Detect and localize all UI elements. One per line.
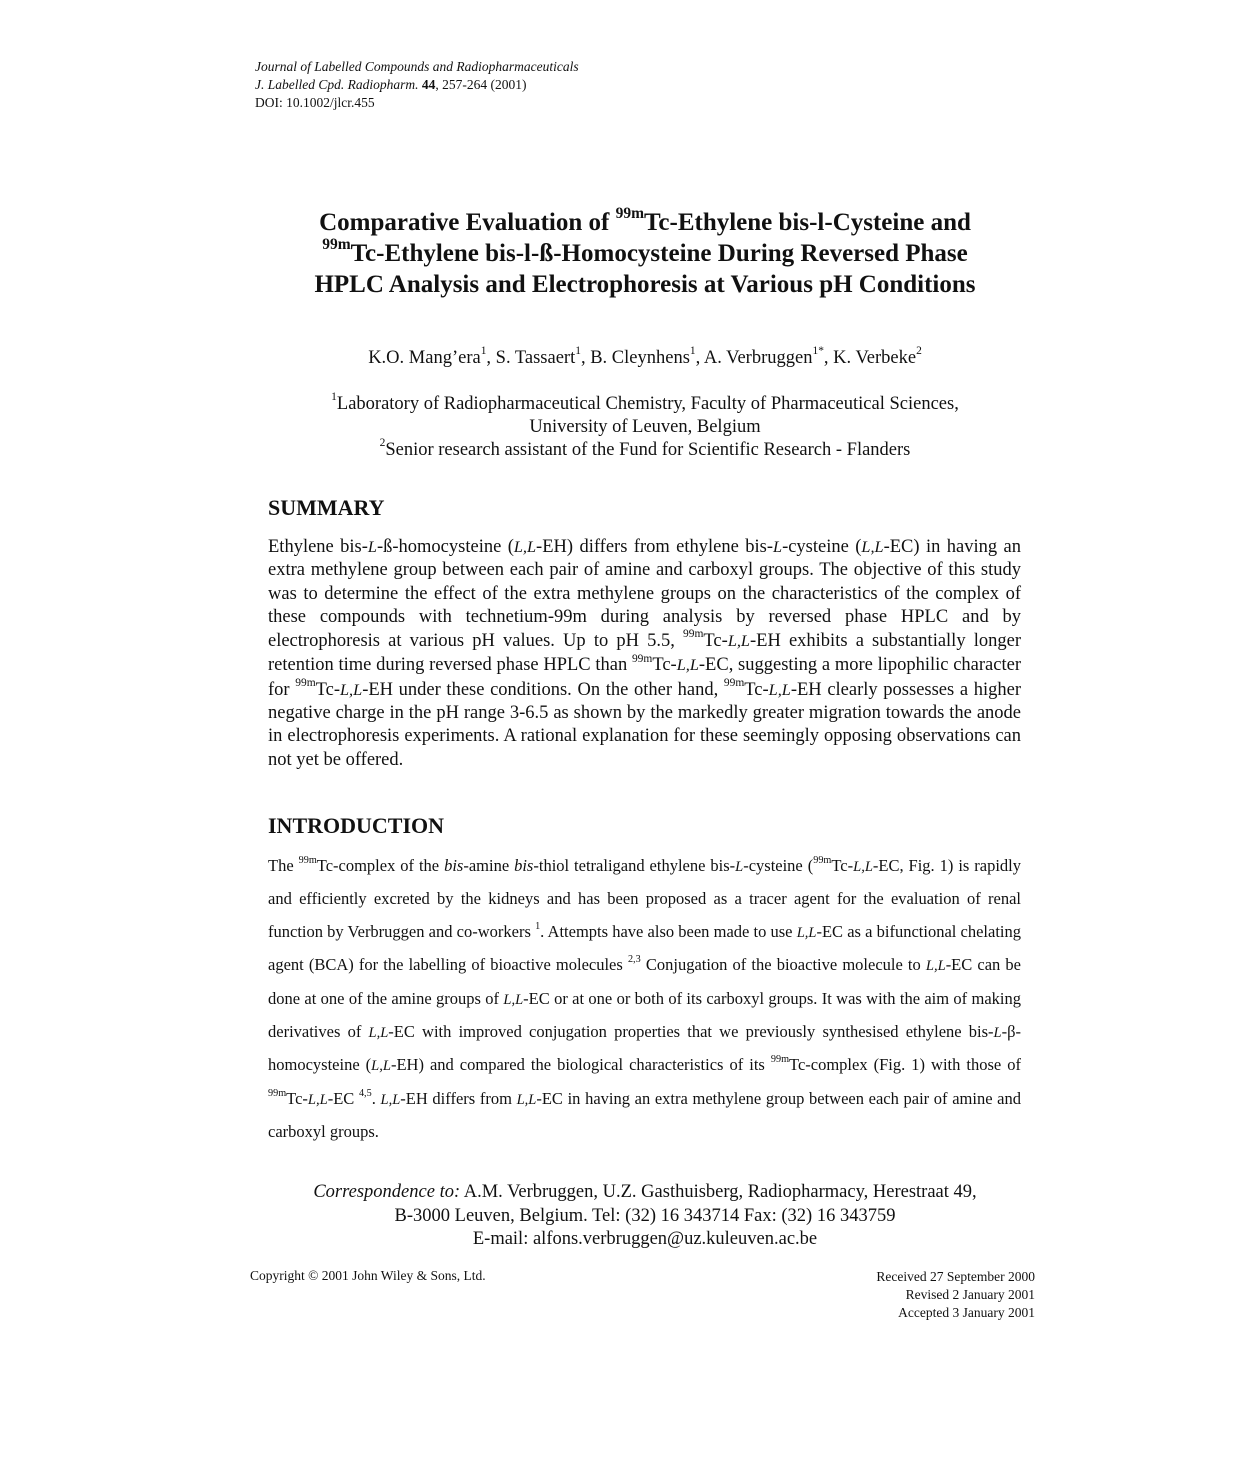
citation-volume: 44 (421, 77, 436, 92)
affil-sup: 2 (379, 437, 386, 450)
introduction-heading: INTRODUCTION (268, 813, 445, 838)
journal-name: Journal of Labelled Compounds and Radiopharmaceuticals (255, 59, 579, 74)
author-affil-sup: 1 (689, 345, 696, 358)
author: , S. Tassaert (486, 348, 576, 368)
author-affil-sup: 1* (812, 345, 824, 358)
author: , A. Verbruggen (695, 348, 813, 368)
introduction-paragraph: The $^{99m}$Tc-complex of the bis-amine bis-thiol tetraligand ethylene bis-L-cysteine ($^{99m}$Tc-L,L-EC, Fig. 1) is rapidly and efficiently excreted by the kidneys and has been proposed as a tracer agent for the evaluation of renal function by Verbruggen and co-workers $^1$. Attempts have also been made to use L,L-EC as a bifunctional chelating agent (BCA) for the labelling of bioactive molecules $^{2,3}$ Conjugation of the bioactive molecule to L,L-EC can be done at one of the amine groups of L,L-EC or at one or both of its carboxyl groups. It was with the aim of making derivatives of L,L-EC with improved conjugation properties that we previously synthesised ethylene bis-L-β-homocysteine (L,L-EH) and compared the biological characteristics of its $^{99m}$Tc-complex (Fig. 1) with those of $^{99m}$Tc-L,L-EC $^{4,5}$. L,L-EH differs from L,L-EC in having an extra methylene group between each pair of amine and carboxyl groups. (268, 854, 1022, 1142)
correspondence-line: A.M. Verbruggen, U.Z. Gasthuisberg, Radiopharmacy, Herestraat 49, (460, 1182, 977, 1202)
citation-pages: , 257-264 (2001) (435, 77, 527, 92)
citation-journal: J. Labelled Cpd. Radiopharm. (255, 77, 419, 92)
accepted-date: Accepted 3 January 2001 (898, 1305, 1035, 1320)
affiliations (250, 393, 1040, 462)
journal-doi: DOI: 10.1002/jlcr.455 (255, 95, 375, 110)
correspondence-email: E-mail: alfons.verbruggen@uz.kuleuven.ac.be (472, 1229, 818, 1249)
paper-title (250, 207, 1040, 300)
journal-header (255, 58, 579, 112)
author-affil-sup: 1 (480, 345, 487, 358)
author: , B. Cleynhens (580, 348, 690, 368)
affil-line: Laboratory of Radiopharmaceutical Chemistry, Faculty of Pharmaceutical Sciences, (336, 394, 959, 414)
affil-line: University of Leuven, Belgium (529, 417, 761, 437)
author-list (250, 345, 1040, 371)
summary-paragraph: Ethylene bis-L-ß-homocysteine (L,L-EH) differs from ethylene bis-L-cysteine (L,L-EC) in having an extra methylene group between each pair of amine and carboxyl groups. The objective of this study was to determine the effect of the extra methylene groups on the characteristics of the complex of these compounds with technetium-99m during analysis by reversed phase HPLC and by electrophoresis at various pH values. Up to pH 5.5, $^{99m}$Tc-L,L-EH exhibits a substantially longer retention time during reversed phase HPLC than $^{99m}$Tc-L,L-EC, suggesting a more lipophilic character for $^{99m}$Tc-L,L-EH under these conditions. On the other hand, $^{99m}$Tc-L,L-EH clearly possesses a higher negative charge in the pH range 3-6.5 as shown by the markedly greater migration towards the anode in electrophoresis experiments. A rational explanation for these seemingly opposing observations can not yet be offered. (268, 537, 1021, 770)
title-text: Tc-Ethylene bis-l-Cysteine and (644, 209, 971, 236)
author: K.O. Mang’era (368, 348, 481, 368)
journal-citation (255, 76, 579, 94)
correspondence-line: B-3000 Leuven, Belgium. Tel: (32) 16 343714 Fax: (32) 16 343759 (394, 1205, 896, 1226)
title-sup: 99m (322, 236, 351, 254)
received-date: Received 27 September 2000 (876, 1269, 1035, 1284)
affil-sup: 1 (331, 391, 337, 404)
title-sup: 99m (615, 205, 645, 223)
title-text: Comparative Evaluation of (319, 209, 616, 236)
title-text: Tc-Ethylene bis-l-ß-Homocysteine During Reversed Phase (350, 240, 968, 267)
title-text: HPLC Analysis and Electrophoresis at Various pH Conditions (314, 271, 976, 298)
summary-heading: SUMMARY (268, 495, 385, 520)
correspondence-label: Correspondence to: (313, 1182, 461, 1202)
correspondence (250, 1181, 1040, 1252)
affil-line: Senior research assistant of the Fund for Scientific Research - Flanders (385, 440, 911, 460)
copyright-notice: Copyright © 2001 John Wiley & Sons, Ltd. (250, 1268, 486, 1283)
author: , K. Verbeke (823, 348, 917, 368)
author-affil-sup: 2 (916, 345, 922, 358)
revised-date: Revised 2 January 2001 (905, 1287, 1035, 1302)
publication-dates (780, 1268, 1035, 1322)
author-affil-sup: 1 (575, 345, 581, 358)
